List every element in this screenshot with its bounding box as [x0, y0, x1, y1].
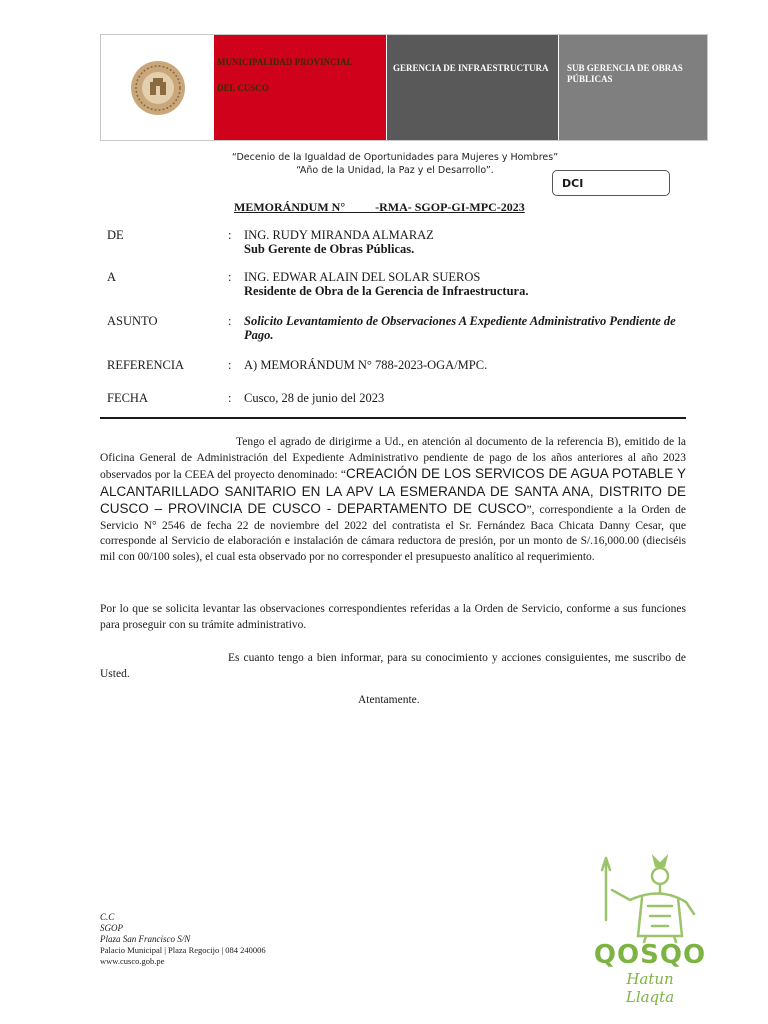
slogan-line1: “Decenio de la Igualdad de Oportunidades para Mujeres y Hombres”: [231, 152, 559, 163]
footer-sgop: SGOP: [100, 923, 123, 933]
de-role: Sub Gerente de Obras Públicas.: [244, 242, 415, 256]
footer-web: www.cusco.gob.pe: [100, 956, 165, 966]
footer-palacio: Palacio Municipal | Plaza Regocijo | 084 240006: [100, 945, 266, 955]
field-value-a: [244, 270, 684, 298]
slogan-line2: “Año de la Unidad, la Paz y el Desarrollo”.: [296, 165, 494, 176]
colon: :: [228, 270, 232, 284]
footer-cc: C.C: [100, 912, 115, 922]
logo-cell: [101, 35, 214, 140]
field-value-fecha: Cusco, 28 de junio del 2023: [244, 391, 385, 405]
field-label-asunto: ASUNTO: [107, 314, 158, 328]
colon: :: [228, 314, 232, 328]
p1-details: ”, correspondiente a la Orden de Servicio N° 2546 de fecha 22 de noviembre del 2022 del contratista el Sr. Fernández Baca Chicata Danny Cesar, que corresponde al Servicio de elaboración e instalación de cámara reductora de presión, por un monto de S/.16,000.00 (dieciséis mil con 00/100 soles), el cual esta observado por no corresponder el presupuesto analítico al requerimiento.: [100, 504, 687, 563]
asunto-text: Solicito Levantamiento de Observaciones A Expediente Administrativo Pendiente de Pago.: [244, 314, 676, 342]
field-label-a: A: [107, 270, 117, 284]
org-cell: [214, 35, 386, 140]
org-line1: MUNICIPALIDAD PROVINCIAL: [217, 57, 353, 67]
dci-box: DCI: [552, 170, 670, 196]
a-role: Residente de Obra de la Gerencia de Infraestructura.: [244, 284, 529, 298]
a-name: ING. EDWAR ALAIN DEL SOLAR SUEROS: [244, 270, 481, 284]
org-line2: DEL CUSCO: [217, 83, 269, 93]
field-value-de: [244, 228, 684, 256]
slogans: [200, 151, 590, 177]
field-label-referencia: REFERENCIA: [107, 358, 185, 372]
brand-name: QOSQO: [593, 940, 707, 970]
de-name: ING. RUDY MIRANDA ALMARAZ: [244, 228, 434, 242]
body-paragraph-3: Es cuanto tengo a bien informar, para su conocimiento y acciones consiguientes, me suscribo de Usted.: [100, 652, 686, 680]
letterhead: [100, 34, 708, 141]
body-paragraph-2: Por lo que se solicita levantar las observaciones correspondientes referidas a la Orden de Servicio, conforme a sus funciones para proseguir con su trámite administrativo.: [100, 603, 686, 631]
municipal-seal-icon: [129, 59, 187, 117]
field-label-de: DE: [107, 228, 124, 242]
footer: [100, 912, 266, 967]
project-name: CREACIÓN DE LOS SERVICOS DE AGUA POTABLE Y ALCANTARILLADO SANITARIO EN LA APV LA ESMERANDA DE SANTA ANA, DISTRITO DE CUSCO – PROVINCIA DE CUSCO - DEPARTAMENTO DE CUSCO: [100, 466, 686, 516]
gerencia-cell: GERENCIA DE INFRAESTRUCTURA: [387, 35, 558, 140]
divider-line: [100, 417, 686, 419]
colon: :: [228, 391, 232, 405]
colon: :: [228, 228, 232, 242]
brand-tagline: Hatun Llaqta: [625, 970, 675, 1006]
field-label-fecha: FECHA: [107, 391, 148, 405]
field-value-asunto: [244, 314, 684, 342]
subgerencia-cell: SUB GERENCIA DE OBRAS PÚBLICAS: [559, 35, 707, 140]
body-paragraph-1: [100, 435, 686, 565]
field-value-referencia: A) MEMORÁNDUM N° 788-2023-OGA/MPC.: [244, 358, 488, 372]
colon: :: [228, 358, 232, 372]
closing: Atentamente.: [358, 694, 420, 706]
memo-title: MEMORÁNDUM N° -RMA- SGOP-GI-MPC-2023: [234, 200, 525, 214]
p1-intro: Tengo el agrado de dirigirme a Ud., en atención al documento de la referencia B), emitido de la Oficina General de Administración del Expediente Administrativo pendiente de pago de los años anteriores al año 2023 observados por la CEEA del proyecto denominado: “: [100, 436, 686, 481]
footer-address: Plaza San Francisco S/N: [100, 934, 191, 944]
